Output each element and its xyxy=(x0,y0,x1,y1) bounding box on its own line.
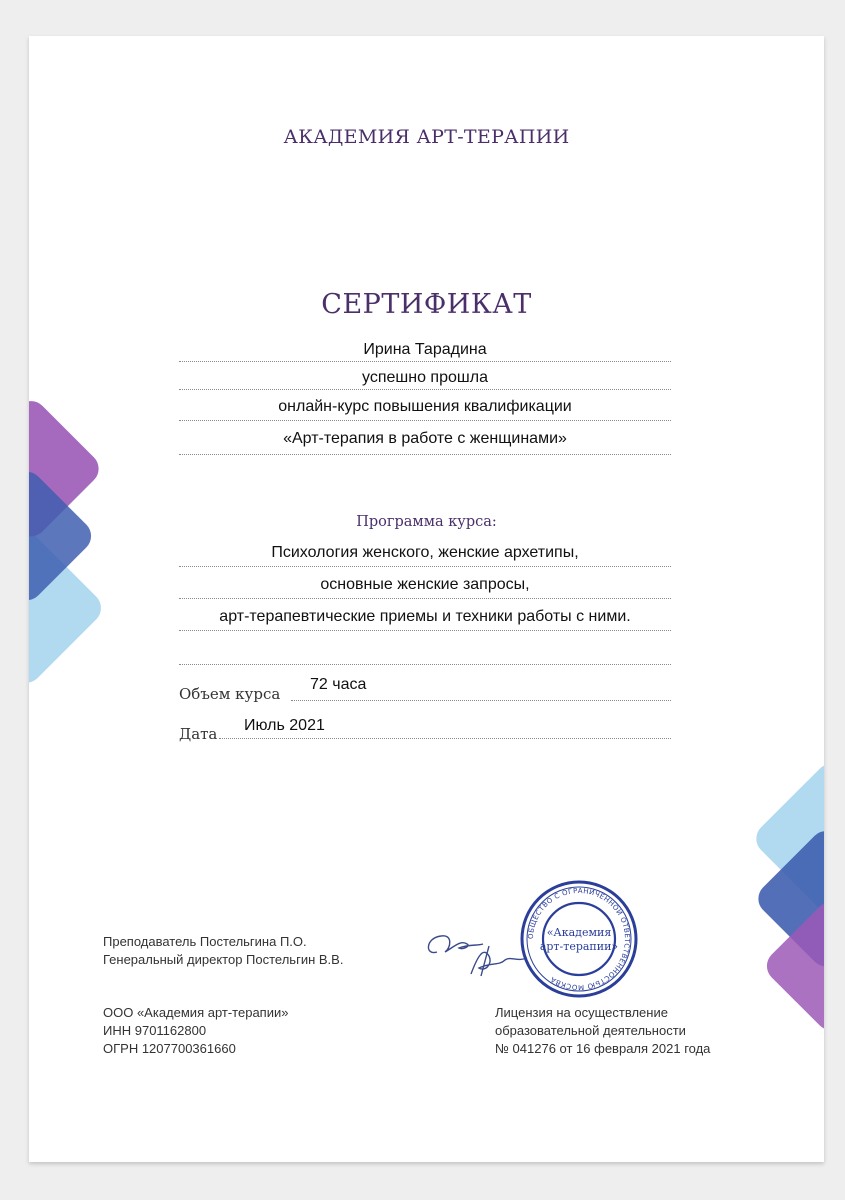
license-line-3: № 041276 от 16 февраля 2021 года xyxy=(495,1041,711,1056)
dotted-line xyxy=(291,700,671,701)
academy-stamp xyxy=(518,878,640,1000)
company-ogrn: ОГРН 1207700361660 xyxy=(103,1041,236,1056)
dotted-line xyxy=(179,420,671,421)
program-line-2: основные женские запросы, xyxy=(320,576,530,593)
signature-1 xyxy=(428,936,483,953)
program-line-3: арт-терапевтические приемы и техники работы с ними. xyxy=(219,608,631,625)
volume-label: Объем курса xyxy=(179,685,281,703)
stamp-ring-text: ОБЩЕСТВО С ОГРАНИЧЕННОЙ ОТВЕТСТВЕННОСТЬЮ МОСКВА xyxy=(526,886,632,992)
stamp-center-line-2: арт-терапии» xyxy=(539,940,619,953)
course-type: онлайн-курс повышения квалификации xyxy=(278,398,572,415)
completion-text: успешно прошла xyxy=(362,369,488,386)
dotted-line xyxy=(179,454,671,455)
dotted-line xyxy=(219,738,671,739)
recipient-name: Ирина Тарадина xyxy=(363,341,487,358)
dotted-line xyxy=(179,630,671,631)
dotted-line xyxy=(179,598,671,599)
date-label: Дата xyxy=(179,725,218,743)
certificate-sheet xyxy=(29,36,824,1162)
company-name: ООО «Академия арт-терапии» xyxy=(103,1005,289,1020)
stamp-outer-ring xyxy=(522,882,636,996)
right-shapes xyxy=(750,757,824,1036)
decorative-shapes xyxy=(29,36,824,1162)
program-label: Программа курса: xyxy=(356,514,497,530)
certificate-title: СЕРТИФИКАТ xyxy=(321,289,532,320)
volume-value: 72 часа xyxy=(310,676,367,693)
stamp-inner-ring xyxy=(543,903,615,975)
teacher-signatory: Преподаватель Постельгина П.О. xyxy=(103,934,307,949)
date-value: Июль 2021 xyxy=(244,717,325,734)
stamp-center-line-1: «Академия xyxy=(546,926,612,939)
company-inn: ИНН 9701162800 xyxy=(103,1023,207,1038)
director-signatory: Генеральный директор Постельгин В.В. xyxy=(103,952,344,967)
license-line-2: образовательной деятельности xyxy=(495,1023,686,1038)
dotted-line xyxy=(179,361,671,362)
dotted-line xyxy=(179,566,671,567)
academy-name: АКАДЕМИЯ АРТ-ТЕРАПИИ xyxy=(283,126,570,148)
license-line-1: Лицензия на осуществление xyxy=(495,1005,668,1020)
program-line-1: Психология женского, женские архетипы, xyxy=(271,544,579,561)
course-name: «Арт-терапия в работе с женщинами» xyxy=(283,430,567,447)
dotted-line xyxy=(179,389,671,390)
left-shapes xyxy=(29,394,108,689)
dotted-line xyxy=(179,664,671,665)
